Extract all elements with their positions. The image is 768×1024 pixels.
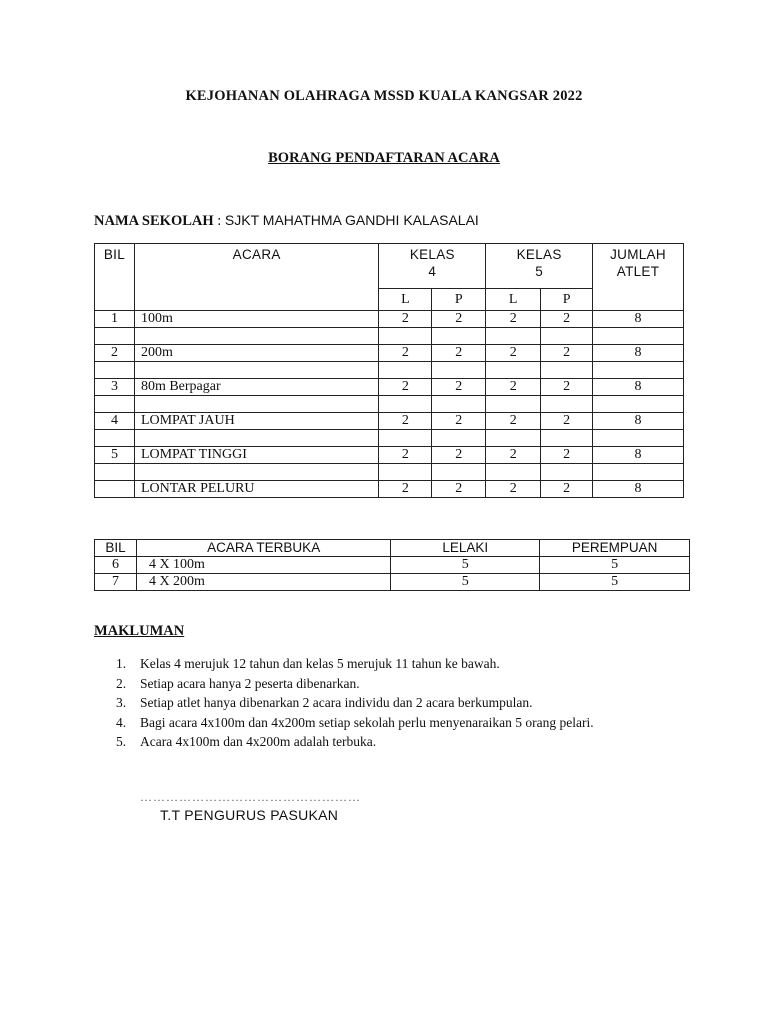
cell-kelas5-p: 2 — [541, 345, 593, 362]
spacer-cell — [134, 396, 378, 413]
spacer-cell — [486, 464, 541, 481]
list-item-text: Setiap atlet hanya dibenarkan 2 acara individu dan 2 acara berkumpulan. — [140, 695, 533, 710]
table-row — [95, 481, 684, 498]
spacer-cell — [95, 328, 135, 345]
spacer-cell — [486, 430, 541, 447]
cell-bil: 7 — [95, 574, 137, 591]
cell-kelas5-p: 2 — [541, 311, 593, 328]
list-item-text: Setiap acara hanya 2 peserta dibenarkan. — [140, 675, 360, 691]
spacer-cell — [379, 362, 432, 379]
cell-kelas4-l: 2 — [379, 481, 432, 498]
event-rows — [95, 311, 684, 498]
header-jumlah-line1: JUMLAH — [610, 247, 666, 262]
table-row — [95, 413, 684, 430]
open-events-table — [94, 539, 690, 591]
spacer-cell — [134, 362, 378, 379]
open-event-rows — [95, 557, 690, 591]
list-item — [94, 713, 594, 733]
header-perempuan: PEREMPUAN — [540, 540, 690, 557]
spacer-cell — [379, 328, 432, 345]
cell-kelas5-p: 2 — [541, 481, 593, 498]
spacer-cell — [486, 396, 541, 413]
school-separator: : — [213, 213, 225, 229]
event-registration-table — [94, 243, 684, 498]
spacer-cell — [541, 328, 593, 345]
spacer-cell — [95, 362, 135, 379]
spacer-cell — [541, 430, 593, 447]
spacer-row — [95, 328, 684, 345]
list-item — [94, 732, 594, 752]
list-item-number: 3. — [116, 695, 127, 710]
spacer-cell — [541, 362, 593, 379]
cell-perempuan: 5 — [540, 574, 690, 591]
cell-kelas4-l: 2 — [379, 379, 432, 396]
header-bil-open: BIL — [95, 540, 137, 557]
cell-kelas5-p: 2 — [541, 447, 593, 464]
cell-kelas4-l: 2 — [379, 413, 432, 430]
spacer-cell — [432, 464, 486, 481]
header-k4-p: P — [432, 289, 486, 311]
cell-acara: 100m — [134, 311, 378, 328]
spacer-row — [95, 362, 684, 379]
header-kelas-4 — [379, 244, 486, 289]
cell-bil: 4 — [95, 413, 135, 430]
cell-kelas5-l: 2 — [486, 311, 541, 328]
cell-kelas4-l: 2 — [379, 311, 432, 328]
spacer-cell — [432, 430, 486, 447]
header-kelas-4-line1: KELAS — [409, 247, 455, 262]
cell-acara: 4 X 100m — [136, 557, 390, 574]
table-row — [95, 379, 684, 396]
list-item — [94, 674, 594, 694]
cell-perempuan: 5 — [540, 557, 690, 574]
cell-kelas4-p: 2 — [432, 481, 486, 498]
spacer-cell — [432, 328, 486, 345]
header-lelaki: LELAKI — [391, 540, 540, 557]
spacer-cell — [379, 396, 432, 413]
cell-kelas5-p: 2 — [541, 413, 593, 430]
spacer-cell — [593, 328, 684, 345]
cell-kelas4-l: 2 — [379, 447, 432, 464]
cell-bil: 1 — [95, 311, 135, 328]
list-item — [94, 693, 594, 713]
cell-kelas5-l: 2 — [486, 345, 541, 362]
cell-jumlah: 8 — [593, 447, 684, 464]
list-item-text: Kelas 4 merujuk 12 tahun dan kelas 5 merujuk 11 tahun ke bawah. — [140, 656, 500, 671]
cell-kelas4-p: 2 — [432, 379, 486, 396]
cell-jumlah: 8 — [593, 379, 684, 396]
signature-line: …………………………………………… — [140, 790, 361, 804]
header-kelas-5-line1: KELAS — [516, 247, 562, 262]
cell-jumlah: 8 — [593, 413, 684, 430]
spacer-cell — [432, 396, 486, 413]
spacer-cell — [541, 464, 593, 481]
header-jumlah-line2: ATLET — [616, 264, 660, 279]
spacer-cell — [95, 430, 135, 447]
spacer-cell — [593, 464, 684, 481]
cell-kelas4-p: 2 — [432, 447, 486, 464]
cell-acara: LONTAR PELURU — [134, 481, 378, 498]
cell-kelas5-p: 2 — [541, 379, 593, 396]
spacer-row — [95, 396, 684, 413]
makluman-list — [94, 654, 594, 752]
spacer-cell — [134, 430, 378, 447]
cell-jumlah: 8 — [593, 481, 684, 498]
cell-kelas5-l: 2 — [486, 413, 541, 430]
spacer-row — [95, 464, 684, 481]
form-subtitle: BORANG PENDAFTARAN ACARA — [268, 150, 500, 166]
header-kelas-4-line2: 4 — [428, 264, 437, 279]
list-item-number: 5. — [116, 734, 127, 749]
table-row — [95, 557, 690, 574]
spacer-cell — [541, 396, 593, 413]
cell-acara: 200m — [134, 345, 378, 362]
list-item-text: Bagi acara 4x100m dan 4x200m setiap sekolah perlu menyenaraikan 5 orang pelari. — [140, 714, 594, 730]
cell-lelaki: 5 — [391, 574, 540, 591]
cell-kelas5-l: 2 — [486, 481, 541, 498]
spacer-cell — [432, 362, 486, 379]
header-kelas-5-line2: 5 — [535, 264, 544, 279]
spacer-cell — [486, 328, 541, 345]
cell-kelas4-l: 2 — [379, 345, 432, 362]
document-title: KEJOHANAN OLAHRAGA MSSD KUALA KANGSAR 2022 — [185, 88, 583, 104]
spacer-cell — [379, 430, 432, 447]
list-item-text: Acara 4x100m dan 4x200m adalah terbuka. — [140, 734, 377, 749]
school-name-line — [94, 212, 479, 230]
list-item — [94, 654, 594, 674]
cell-acara: LOMPAT TINGGI — [134, 447, 378, 464]
spacer-row — [95, 430, 684, 447]
cell-kelas5-l: 2 — [486, 447, 541, 464]
spacer-cell — [379, 464, 432, 481]
header-acara-terbuka: ACARA TERBUKA — [136, 540, 390, 557]
cell-bil: 2 — [95, 345, 135, 362]
signature-label: T.T PENGURUS PASUKAN — [160, 807, 339, 823]
spacer-cell — [593, 362, 684, 379]
cell-kelas4-p: 2 — [432, 413, 486, 430]
cell-jumlah: 8 — [593, 345, 684, 362]
spacer-cell — [486, 362, 541, 379]
cell-jumlah: 8 — [593, 311, 684, 328]
table-row — [95, 447, 684, 464]
school-label: NAMA SEKOLAH — [94, 213, 214, 229]
cell-kelas5-l: 2 — [486, 379, 541, 396]
list-item-number: 1. — [116, 656, 127, 671]
list-item-number: 4. — [116, 714, 127, 730]
school-value: SJKT MAHATHMA GANDHI KALASALAI — [224, 212, 479, 228]
spacer-cell — [593, 430, 684, 447]
list-item-number: 2. — [116, 675, 127, 691]
spacer-cell — [593, 396, 684, 413]
spacer-cell — [95, 396, 135, 413]
header-k5-l: L — [486, 289, 541, 311]
header-bil: BIL — [95, 244, 135, 311]
cell-bil: 5 — [95, 447, 135, 464]
table-row — [95, 311, 684, 328]
header-kelas-5 — [486, 244, 593, 289]
spacer-cell — [134, 328, 378, 345]
header-k4-l: L — [379, 289, 432, 311]
cell-kelas4-p: 2 — [432, 311, 486, 328]
cell-lelaki: 5 — [391, 557, 540, 574]
cell-bil — [95, 481, 135, 498]
header-acara: ACARA — [134, 244, 378, 311]
header-k5-p: P — [541, 289, 593, 311]
table-row — [95, 574, 690, 591]
cell-acara: 80m Berpagar — [134, 379, 378, 396]
header-jumlah-atlet — [593, 244, 684, 311]
cell-bil: 3 — [95, 379, 135, 396]
cell-kelas4-p: 2 — [432, 345, 486, 362]
spacer-cell — [134, 464, 378, 481]
makluman-heading: MAKLUMAN — [94, 623, 185, 639]
table-row — [95, 345, 684, 362]
spacer-cell — [95, 464, 135, 481]
cell-bil: 6 — [95, 557, 137, 574]
cell-acara: LOMPAT JAUH — [134, 413, 378, 430]
cell-acara: 4 X 200m — [136, 574, 390, 591]
